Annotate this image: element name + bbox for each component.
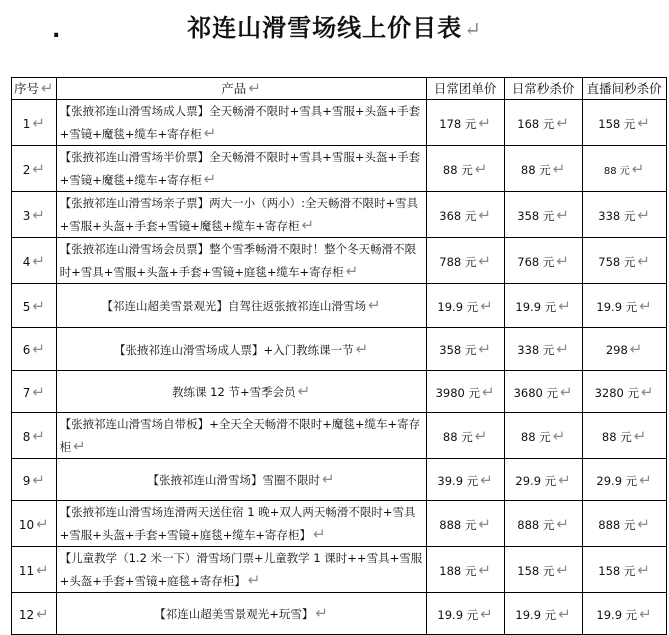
row-group-price: 188 元 ↵	[426, 547, 504, 593]
row-group-price: 788 元 ↵	[426, 238, 504, 284]
row-group-price: 358 元 ↵	[426, 328, 504, 371]
row-group-price: 19.9 元 ↵	[426, 284, 504, 328]
row-index: 3 ↵	[12, 192, 57, 238]
table-row	[12, 459, 667, 501]
row-group-price: 39.9 元 ↵	[426, 459, 504, 501]
bullet-mark: .	[52, 18, 61, 43]
row-product: 【祁连山超美雪景观光+玩雪】 ↵	[56, 593, 426, 635]
row-product: 【张掖祁连山滑雪场亲子票】两大一小（两小）:全天畅滑不限时+雪具+雪服+头盔+手套+雪镜+魔毯+缆车+寄存柜 ↵	[56, 192, 426, 238]
document-title	[0, 11, 669, 46]
row-product: 教练课 12 节+雪季会员 ↵	[56, 371, 426, 413]
row-live-price: 19.9 元 ↵	[582, 284, 666, 328]
row-product: 【张掖祁连山滑雪场连滑两天送住宿 1 晚+双人两天畅滑不限时+雪具+雪服+头盔+手套+雪镜+庭毯+缆车+寄存柜】 ↵	[56, 501, 426, 547]
row-group-price: 178 元 ↵	[426, 100, 504, 146]
row-live-price: 158 元 ↵	[582, 100, 666, 146]
row-flash-price: 888 元 ↵	[504, 501, 582, 547]
row-index: 12 ↵	[12, 593, 57, 635]
row-live-price: 3280 元 ↵	[582, 371, 666, 413]
row-live-price: 338 元 ↵	[582, 192, 666, 238]
header-product: 产品 ↵	[56, 78, 426, 100]
table-row	[12, 146, 667, 192]
row-product: 【张掖祁连山滑雪场成人票】全天畅滑不限时+雪具+雪服+头盔+手套+雪镜+魔毯+缆车+寄存柜 ↵	[56, 100, 426, 146]
row-product: 【儿童教学（1.2 米一下）滑雪场门票+儿童教学 1 课时++雪具+雪服+头盔+手套+雪镜+庭毯+寄存柜】 ↵	[56, 547, 426, 593]
header-index: 序号 ↵	[12, 78, 57, 100]
row-group-price: 3980 元 ↵	[426, 371, 504, 413]
row-product: 【张掖祁连山滑雪场】雪圈不限时 ↵	[56, 459, 426, 501]
row-live-price: 88 元 ↵	[582, 413, 666, 459]
row-flash-price: 158 元 ↵	[504, 547, 582, 593]
row-live-price: 158 元 ↵	[582, 547, 666, 593]
row-index: 4 ↵	[12, 238, 57, 284]
row-group-price: 19.9 元 ↵	[426, 593, 504, 635]
row-index: 9 ↵	[12, 459, 57, 501]
table-row	[12, 100, 667, 146]
row-flash-price: 29.9 元 ↵	[504, 459, 582, 501]
row-flash-price: 768 元 ↵	[504, 238, 582, 284]
table-header-row	[12, 78, 667, 100]
row-flash-price: 3680 元 ↵	[504, 371, 582, 413]
row-live-price: 19.9 元 ↵	[582, 593, 666, 635]
row-live-price: 298 ↵	[582, 328, 666, 371]
row-live-price: 758 元 ↵	[582, 238, 666, 284]
row-index: 10 ↵	[12, 501, 57, 547]
table-row	[12, 371, 667, 413]
row-flash-price: 168 元 ↵	[504, 100, 582, 146]
row-flash-price: 88 元 ↵	[504, 413, 582, 459]
table-row	[12, 413, 667, 459]
row-live-price: 88 元 ↵	[582, 146, 666, 192]
row-product: 【张掖祁连山滑雪场半价票】全天畅滑不限时+雪具+雪服+头盔+手套+雪镜+魔毯+缆车+寄存柜 ↵	[56, 146, 426, 192]
row-flash-price: 19.9 元 ↵	[504, 284, 582, 328]
header-flash-price: 日常秒杀价	[504, 78, 582, 100]
row-index: 7 ↵	[12, 371, 57, 413]
table-row	[12, 593, 667, 635]
row-index: 2 ↵	[12, 146, 57, 192]
table-row	[12, 501, 667, 547]
table-row	[12, 328, 667, 371]
return-mark: ↵	[464, 17, 482, 41]
row-index: 5 ↵	[12, 284, 57, 328]
table-row	[12, 284, 667, 328]
row-flash-price: 358 元 ↵	[504, 192, 582, 238]
row-flash-price: 19.9 元 ↵	[504, 593, 582, 635]
row-product: 【张掖祁连山滑雪场成人票】+入门教练课一节 ↵	[56, 328, 426, 371]
row-group-price: 88 元 ↵	[426, 146, 504, 192]
table-row	[12, 547, 667, 593]
row-index: 11 ↵	[12, 547, 57, 593]
header-live-price: 直播间秒杀价	[582, 78, 666, 100]
row-index: 8 ↵	[12, 413, 57, 459]
row-product: 【张掖祁连山滑雪场会员票】整个雪季畅滑不限时！整个冬天畅滑不限时+雪具+雪服+头盔+手套+雪镜+庭毯+缆车+寄存柜 ↵	[56, 238, 426, 284]
row-group-price: 368 元 ↵	[426, 192, 504, 238]
row-index: 1 ↵	[12, 100, 57, 146]
title-text: 祁连山滑雪场线上价目表	[187, 13, 463, 42]
row-product: 【祁连山超美雪景观光】自驾往返张掖祁连山滑雪场 ↵	[56, 284, 426, 328]
row-group-price: 88 元 ↵	[426, 413, 504, 459]
row-group-price: 888 元 ↵	[426, 501, 504, 547]
table-row	[12, 238, 667, 284]
row-index: 6 ↵	[12, 328, 57, 371]
header-group-price: 日常团单价	[426, 78, 504, 100]
table-row	[12, 192, 667, 238]
row-product: 【张掖祁连山滑雪场自带板】+全天全天畅滑不限时+魔毯+缆车+寄存柜 ↵	[56, 413, 426, 459]
price-table	[11, 77, 667, 635]
row-flash-price: 88 元 ↵	[504, 146, 582, 192]
row-live-price: 29.9 元 ↵	[582, 459, 666, 501]
row-live-price: 888 元 ↵	[582, 501, 666, 547]
row-flash-price: 338 元 ↵	[504, 328, 582, 371]
